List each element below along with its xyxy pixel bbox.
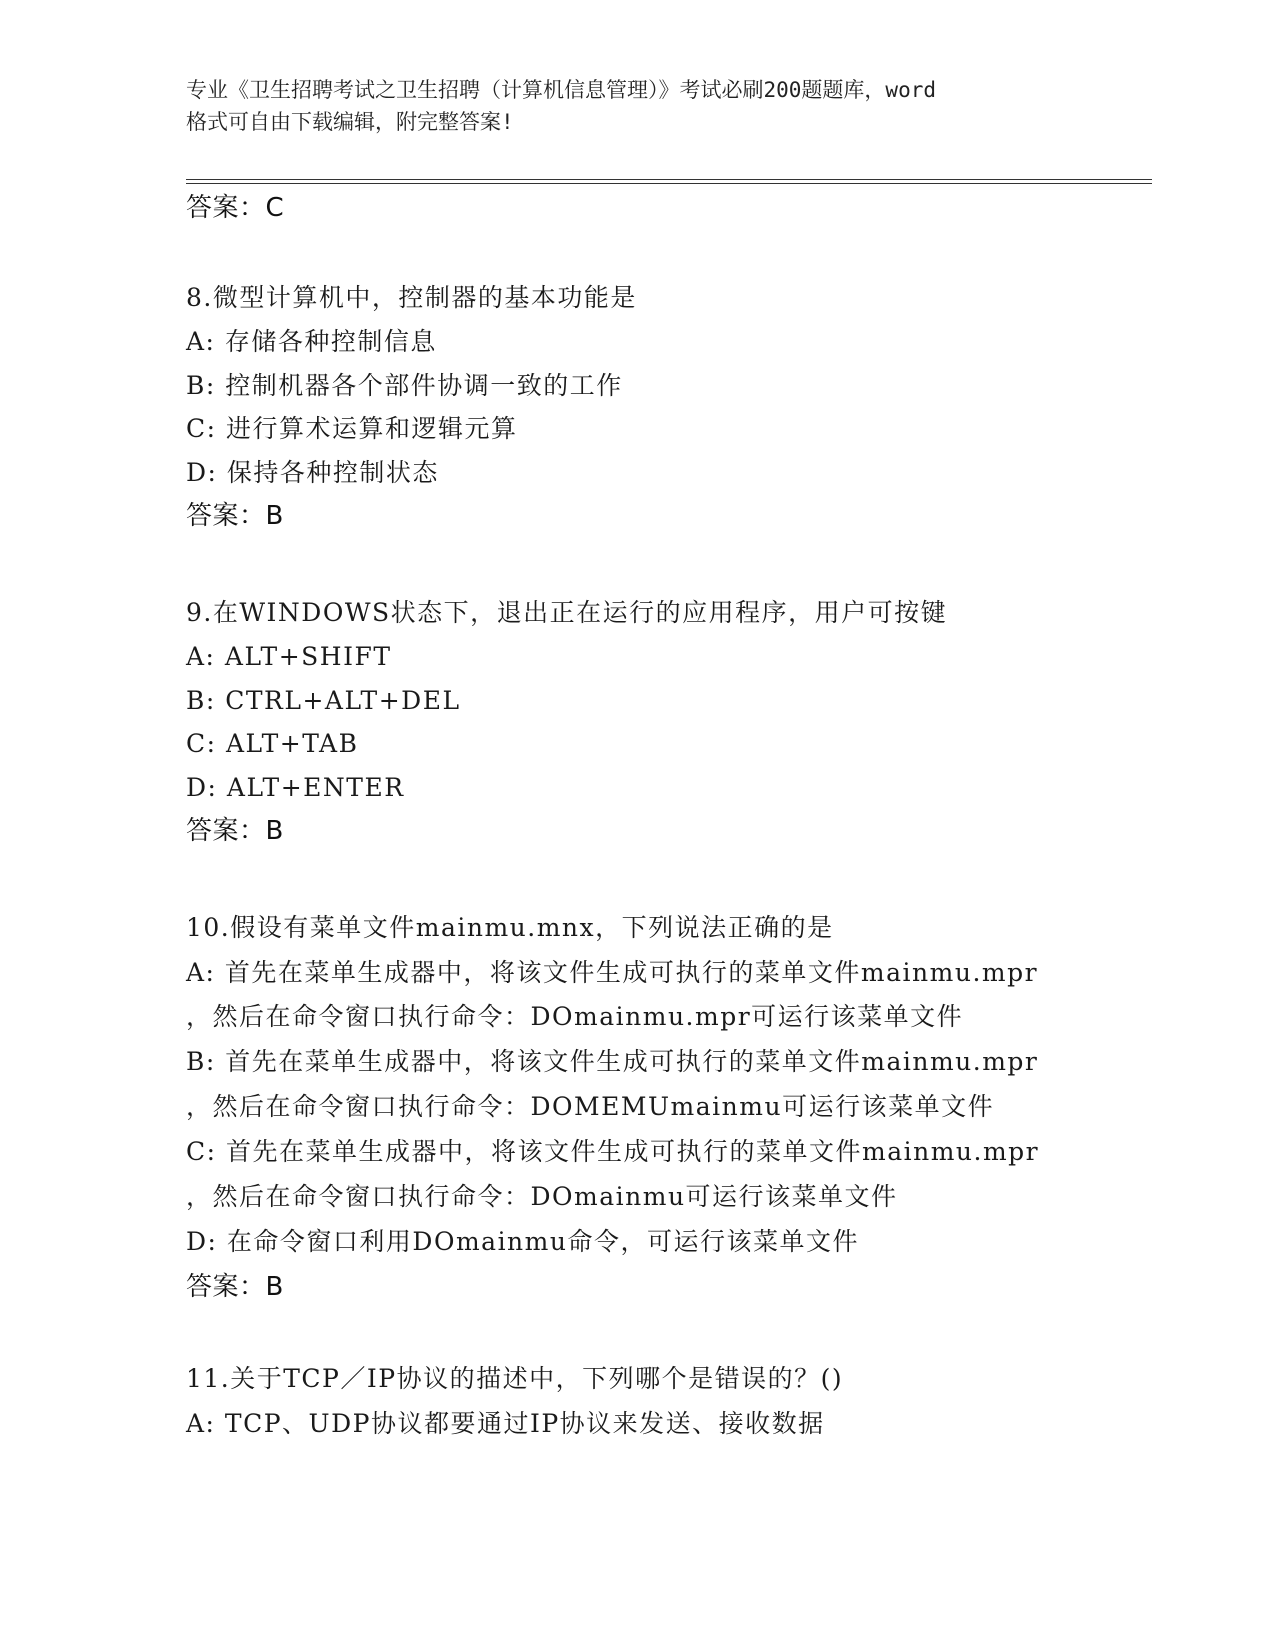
q10-option-a-line2: ，然后在命令窗口执行命令：DOmainmu.mpr可运行该菜单文件	[186, 1002, 964, 1031]
question-10: 10.假设有菜单文件mainmu.mnx，下列说法正确的是	[186, 913, 834, 942]
q9-option-c: C: ALT+TAB	[186, 729, 359, 758]
q8-option-a: A: 存储各种控制信息	[186, 327, 437, 356]
q8-option-d: D: 保持各种控制状态	[186, 458, 439, 487]
document-header	[186, 74, 1086, 138]
answer-q7: 答案：C	[186, 193, 285, 223]
question-9: 9.在WINDOWS状态下，退出正在运行的应用程序，用户可按键	[186, 598, 948, 627]
header-divider-top	[186, 179, 1152, 180]
header-line-1: 专业《卫生招聘考试之卫生招聘（计算机信息管理）》考试必刷200题题库，word	[186, 78, 936, 102]
question-11: 11.关于TCP／IP协议的描述中，下列哪个是错误的？()	[186, 1364, 844, 1393]
q10-option-b-line2: ，然后在命令窗口执行命令：DOMEMUmainmu可运行该菜单文件	[186, 1092, 995, 1121]
q9-option-a: A: ALT+SHIFT	[186, 642, 392, 671]
q8-option-c: C: 进行算术运算和逻辑元算	[186, 414, 518, 443]
question-8: 8.微型计算机中，控制器的基本功能是	[186, 283, 637, 312]
header-divider-bottom	[186, 183, 1152, 184]
answer-q9: 答案：B	[186, 816, 284, 846]
q10-option-b-line1: B: 首先在菜单生成器中，将该文件生成可执行的菜单文件mainmu.mpr	[186, 1047, 1039, 1076]
q10-option-c-line2: ，然后在命令窗口执行命令：DOmainmu可运行该菜单文件	[186, 1182, 898, 1211]
q8-option-b: B: 控制机器各个部件协调一致的工作	[186, 371, 623, 400]
q10-option-c-line1: C: 首先在菜单生成器中，将该文件生成可执行的菜单文件mainmu.mpr	[186, 1137, 1040, 1166]
q10-option-a-line1: A: 首先在菜单生成器中，将该文件生成可执行的菜单文件mainmu.mpr	[186, 958, 1039, 987]
answer-q10: 答案：B	[186, 1272, 284, 1302]
header-line-2: 格式可自由下载编辑，附完整答案!	[186, 110, 514, 134]
q10-option-d: D: 在命令窗口利用DOmainmu命令，可运行该菜单文件	[186, 1227, 859, 1256]
q9-option-d: D: ALT+ENTER	[186, 773, 405, 802]
q9-option-b: B: CTRL+ALT+DEL	[186, 686, 461, 715]
answer-q8: 答案：B	[186, 501, 284, 531]
q11-option-a: A: TCP、UDP协议都要通过IP协议来发送、接收数据	[186, 1409, 825, 1438]
